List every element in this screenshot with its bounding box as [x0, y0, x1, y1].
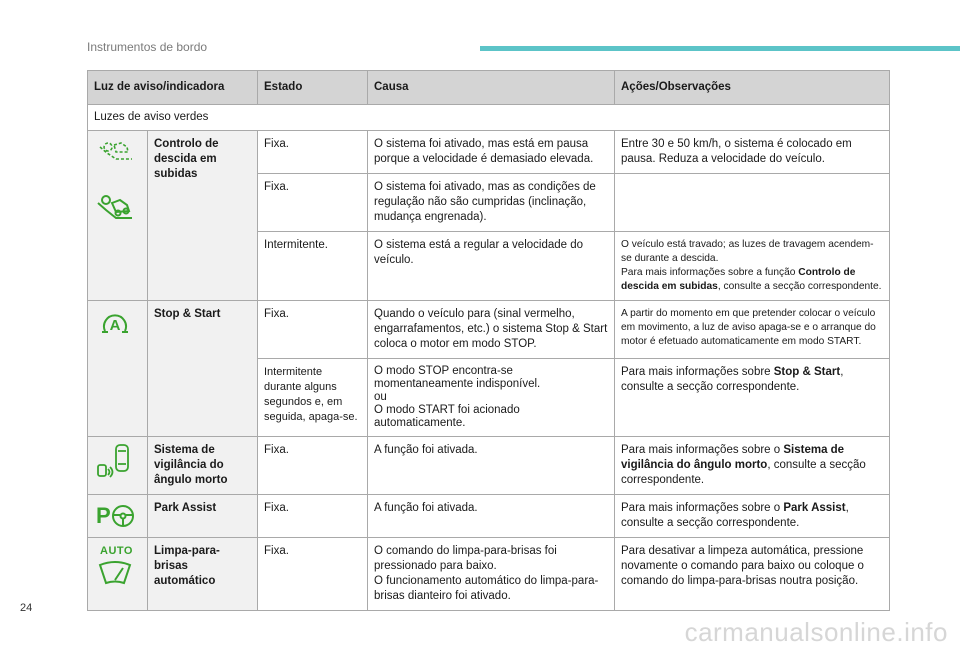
table-row — [88, 495, 890, 538]
hdc-name: Controlo de descida em subidas — [148, 131, 258, 301]
parkassist-name: Park Assist — [148, 495, 258, 538]
wipers-name: Limpa-para-brisas automático — [148, 538, 258, 611]
section-row — [88, 105, 890, 131]
hdc-action-1: Entre 30 e 50 km/h, o sistema é colocado em pausa. Reduza a velocidade do veículo. — [615, 131, 890, 174]
page-header-title: Instrumentos de bordo — [87, 40, 208, 54]
stopstart-cause-2-or: ou — [374, 391, 387, 403]
stop-start-icon — [94, 307, 136, 337]
stopstart-state-1: Fixa. — [258, 301, 368, 359]
parkassist-action — [615, 495, 890, 538]
parkassist-action-c: , consulte a secção correspondente. — [621, 502, 849, 529]
hdc-action-3b: Para mais informações sobre a função — [621, 267, 799, 278]
stopstart-cause-1: Quando o veículo para (sinal vermelho, engarrafamentos, etc.) o sistema Stop & Start coloca o motor em modo STOP. — [368, 301, 615, 359]
column-header-state: Estado — [258, 71, 368, 105]
hdc-icon-cell — [88, 131, 148, 301]
svg-text:P: P — [96, 503, 111, 528]
column-header-light: Luz de aviso/indicadora — [88, 71, 258, 105]
table-row — [88, 131, 890, 174]
blindspot-action-bold: Sistema de vigilância do ângulo morto — [621, 444, 845, 471]
auto-label: AUTO — [100, 545, 133, 557]
hdc-cause-3: O sistema está a regular a velocidade do veículo. — [368, 232, 615, 301]
hdc-action-3a: O veículo está travado; as luzes de travagem acendem-se durante a descida. — [621, 239, 874, 264]
table-row — [88, 538, 890, 611]
hdc-state-3: Intermitente. — [258, 232, 368, 301]
column-header-cause: Causa — [368, 71, 615, 105]
hill-descent-icon — [94, 193, 136, 223]
blindspot-cause: A função foi ativada. — [368, 437, 615, 495]
hdc-action-3-bold: Controlo de descida em subidas — [621, 267, 856, 292]
blindspot-action-c: , consulte a secção correspondente. — [621, 459, 866, 486]
warning-lights-table — [87, 70, 890, 611]
table-row — [88, 437, 890, 495]
section-title: Luzes de aviso verdes — [88, 105, 890, 131]
hdc-state-2: Fixa. — [258, 174, 368, 232]
hdc-action-2 — [615, 174, 890, 232]
blindspot-action — [615, 437, 890, 495]
page-number: 24 — [20, 602, 33, 614]
stopstart-cause-2 — [368, 359, 615, 437]
stopstart-action-2c: , consulte a secção correspondente. — [621, 366, 844, 393]
hdc-state-1: Fixa. — [258, 131, 368, 174]
auto-wiper-icon — [94, 559, 136, 587]
wipers-action: Para desativar a limpeza automática, pressione novamente o comando para baixo ou coloque o comando do limpa-para-brisas noutra posição. — [615, 538, 890, 611]
column-header-actions: Ações/Observações — [615, 71, 890, 105]
hdc-action-3c: , consulte a secção correspondente. — [717, 281, 882, 292]
stopstart-cause-2b: O modo START foi acionado automaticamente. — [374, 404, 520, 429]
svg-text:A: A — [109, 317, 121, 334]
blind-spot-icon — [94, 443, 136, 479]
wipers-cause-a: O comando do limpa-para-brisas foi pressionado para baixo. — [374, 545, 557, 572]
stopstart-cause-2a: O modo STOP encontra-se momentaneamente indisponível. — [374, 365, 541, 390]
stopstart-action-1: A partir do momento em que pretender colocar o veículo em movimento, a luz de aviso apaga-se e o arranque do motor é efetuado automaticamente em modo START. — [615, 301, 890, 359]
hill-descent-paused-icon — [94, 137, 136, 163]
wipers-cause-b: O funcionamento automático do limpa-para-brisas dianteiro foi ativado. — [374, 575, 599, 602]
parkassist-state: Fixa. — [258, 495, 368, 538]
stopstart-action-2 — [615, 359, 890, 437]
blindspot-state: Fixa. — [258, 437, 368, 495]
table-header-row — [88, 71, 890, 105]
wipers-icon-cell — [88, 538, 148, 611]
hdc-action-3 — [615, 232, 890, 301]
parkassist-action-a: Para mais informações sobre o — [621, 502, 784, 514]
parkassist-action-bold: Park Assist — [783, 502, 846, 514]
stopstart-name: Stop & Start — [148, 301, 258, 437]
stopstart-action-2a: Para mais informações sobre — [621, 366, 774, 378]
wipers-state: Fixa. — [258, 538, 368, 611]
blindspot-icon-cell — [88, 437, 148, 495]
watermark: carmanualsonline.info — [684, 617, 948, 647]
header-accent-bar — [480, 46, 960, 51]
hdc-cause-1: O sistema foi ativado, mas está em pausa porque a velocidade é demasiado elevada. — [368, 131, 615, 174]
blindspot-name: Sistema de vigilância do ângulo morto — [148, 437, 258, 495]
stopstart-state-2: Intermitente durante alguns segundos e, em seguida, apaga-se. — [258, 359, 368, 437]
table-row — [88, 301, 890, 359]
park-assist-icon — [94, 501, 136, 531]
blindspot-action-a: Para mais informações sobre o — [621, 444, 784, 456]
stopstart-icon-cell — [88, 301, 148, 437]
wipers-cause — [368, 538, 615, 611]
hdc-cause-2: O sistema foi ativado, mas as condições de regulação não são cumpridas (inclinação, mudança engrenada). — [368, 174, 615, 232]
stopstart-action-2-bold: Stop & Start — [773, 366, 841, 378]
parkassist-icon-cell — [88, 495, 148, 538]
parkassist-cause: A função foi ativada. — [368, 495, 615, 538]
